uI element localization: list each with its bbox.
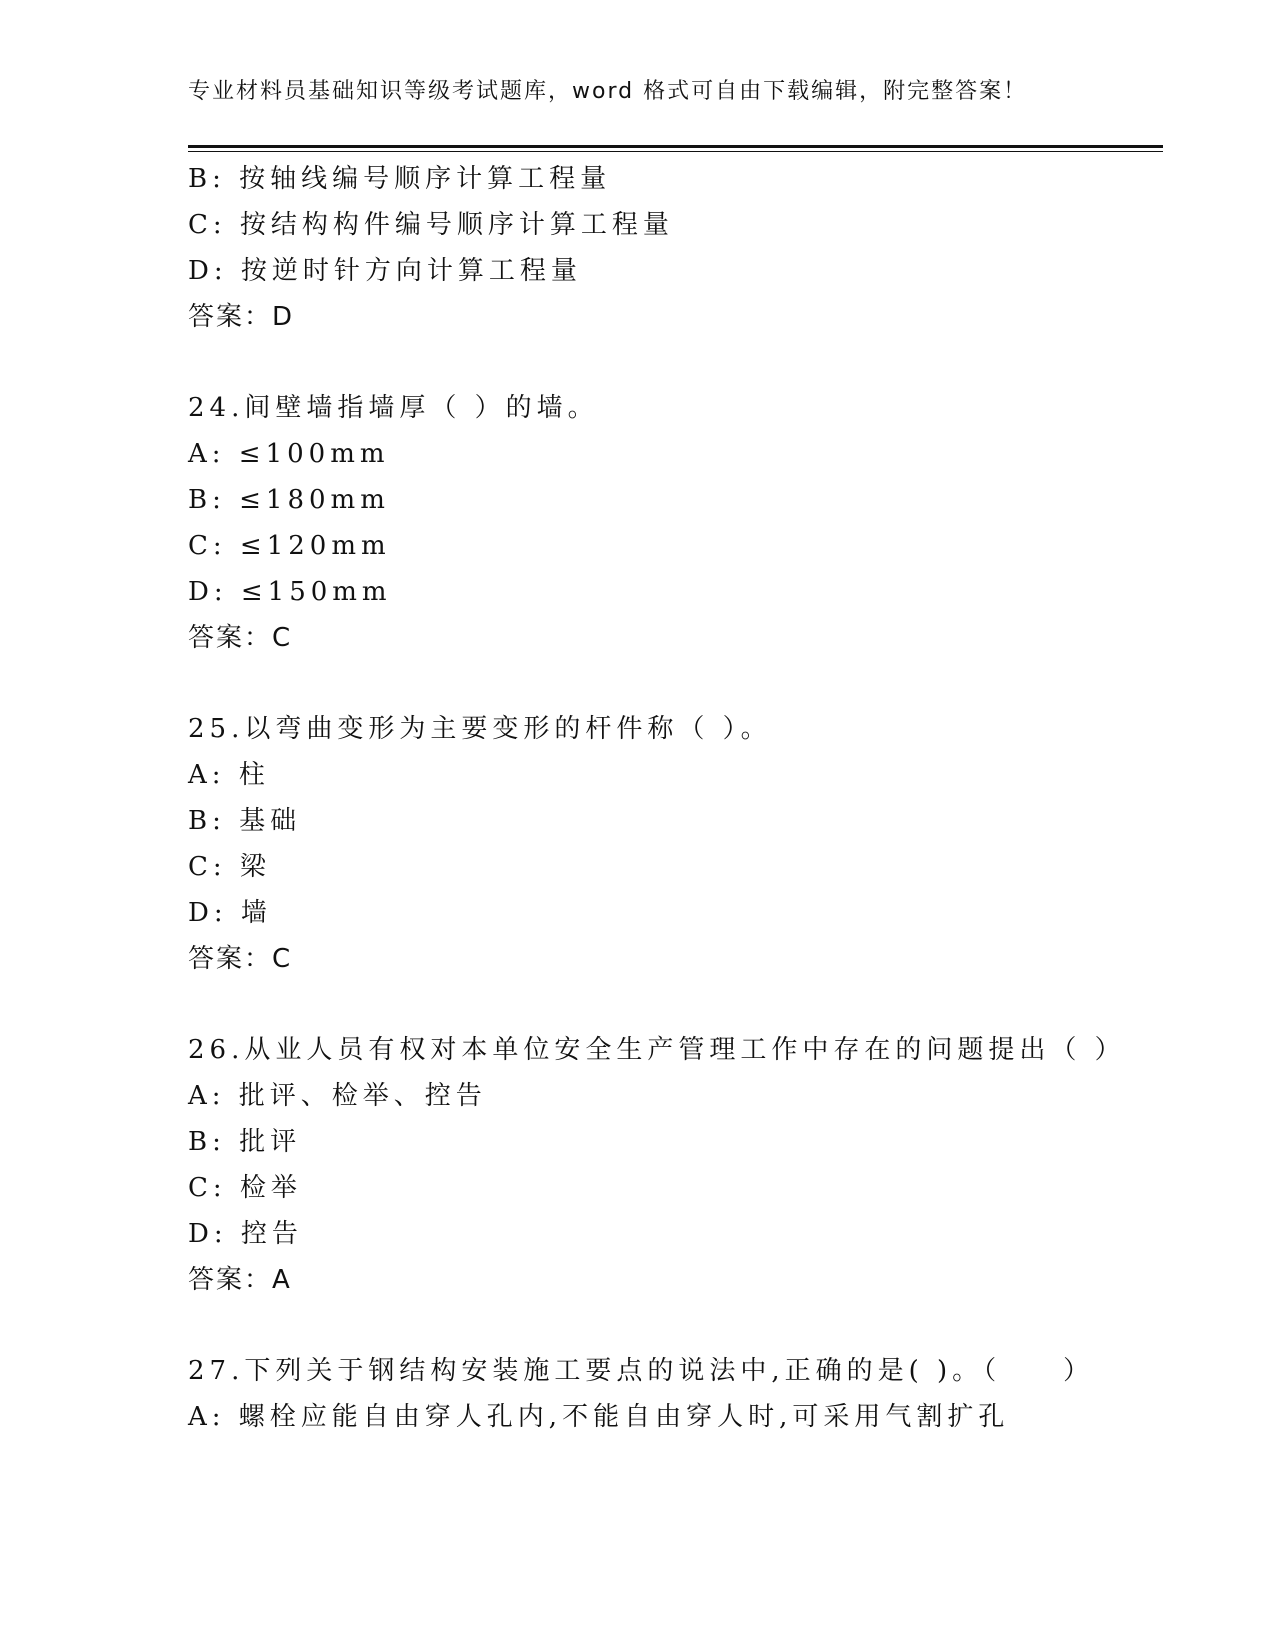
option-line: B: 批评 [188, 1127, 302, 1157]
option-line: C: 检举 [188, 1173, 302, 1203]
question-block [188, 156, 1168, 340]
spacer [188, 982, 1168, 1027]
answer-line: 答案：C [188, 944, 293, 974]
option-line: C: ≤120mm [188, 531, 391, 561]
header-rule-thin [188, 151, 1163, 152]
page-header: 专业材料员基础知识等级考试题库，word 格式可自由下载编辑，附完整答案！ [188, 79, 1028, 104]
question-list [188, 156, 1168, 1440]
option-line: A: 螺栓应能自由穿人孔内,不能自由穿人时,可采用气割扩孔 [188, 1402, 1010, 1432]
question-text: 26.从业人员有权对本单位安全生产管理工作中存在的问题提出（ ） [188, 1035, 1126, 1065]
option-line: C: 按结构构件编号顺序计算工程量 [188, 210, 674, 240]
question-text: 25.以弯曲变形为主要变形的杆件称（ ）。 [188, 714, 772, 744]
option-line: D: 墙 [188, 898, 272, 928]
question-block [188, 385, 1168, 661]
option-line: C: 梁 [188, 852, 271, 882]
option-line: D: 控告 [188, 1219, 303, 1249]
question-block [188, 1027, 1168, 1303]
question-text: 24.间壁墙指墙厚（ ）的墙。 [188, 393, 599, 423]
option-line: D: 按逆时针方向计算工程量 [188, 256, 582, 286]
answer-line: 答案：A [188, 1265, 292, 1295]
spacer [188, 340, 1168, 385]
spacer [188, 1303, 1168, 1348]
question-block [188, 706, 1168, 982]
option-line: D: ≤150mm [188, 577, 392, 607]
option-line: B: 基础 [188, 806, 302, 836]
option-line: B: ≤180mm [188, 485, 390, 515]
spacer [188, 661, 1168, 706]
header-rule-thick [188, 145, 1163, 148]
option-line: A: ≤100mm [188, 439, 390, 469]
answer-line: 答案：C [188, 623, 293, 653]
option-line: A: 批评、检举、控告 [188, 1081, 487, 1111]
answer-line: 答案：D [188, 302, 295, 332]
option-line: A: 柱 [188, 760, 270, 790]
question-text: 27.下列关于钢结构安装施工要点的说法中,正确的是( )。（ ） [188, 1356, 1095, 1386]
option-line: B: 按轴线编号顺序计算工程量 [188, 164, 612, 194]
question-block [188, 1348, 1168, 1440]
